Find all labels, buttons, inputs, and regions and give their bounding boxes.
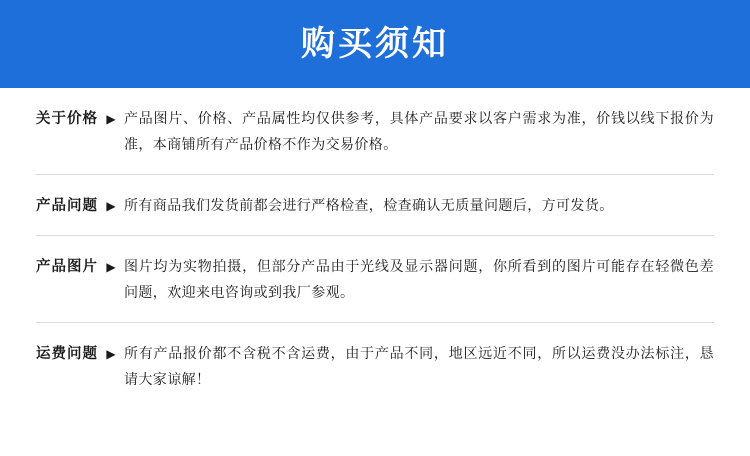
list-item: [36, 236, 714, 323]
list-item: [36, 88, 714, 175]
triangle-right-icon: ▶: [106, 260, 116, 274]
notice-label: 产品问题: [36, 198, 98, 214]
notice-label: 产品图片: [36, 259, 98, 275]
list-item: [36, 323, 714, 409]
page-title: 购买须知: [301, 24, 449, 64]
banner: [0, 0, 750, 88]
notice-text: 图片均为实物拍摄，但部分产品由于光线及显示器问题，你所看到的图片可能存在轻微色差问题，欢迎来电咨询或到我厂参观。: [124, 259, 714, 301]
notice-label: 关于价格: [36, 111, 98, 127]
triangle-right-icon: ▶: [106, 199, 116, 213]
triangle-right-icon: ▶: [106, 347, 116, 361]
bottom-spacer: [0, 409, 750, 419]
list-item: [36, 175, 714, 236]
triangle-right-icon: ▶: [106, 112, 116, 126]
notice-list: [0, 88, 750, 409]
notice-text: 所有商品我们发货前都会进行严格检查，检查确认无质量问题后，方可发货。: [124, 198, 614, 214]
notice-label: 运费问题: [36, 346, 98, 362]
notice-text: 所有产品报价都不含税不含运费，由于产品不同，地区远近不同，所以运费没办法标注，恳请大家谅解！: [124, 346, 714, 388]
notice-text: 产品图片、价格、产品属性均仅供参考，具体产品要求以客户需求为准，价钱以线下报价为准，本商铺所有产品价格不作为交易价格。: [124, 111, 714, 153]
